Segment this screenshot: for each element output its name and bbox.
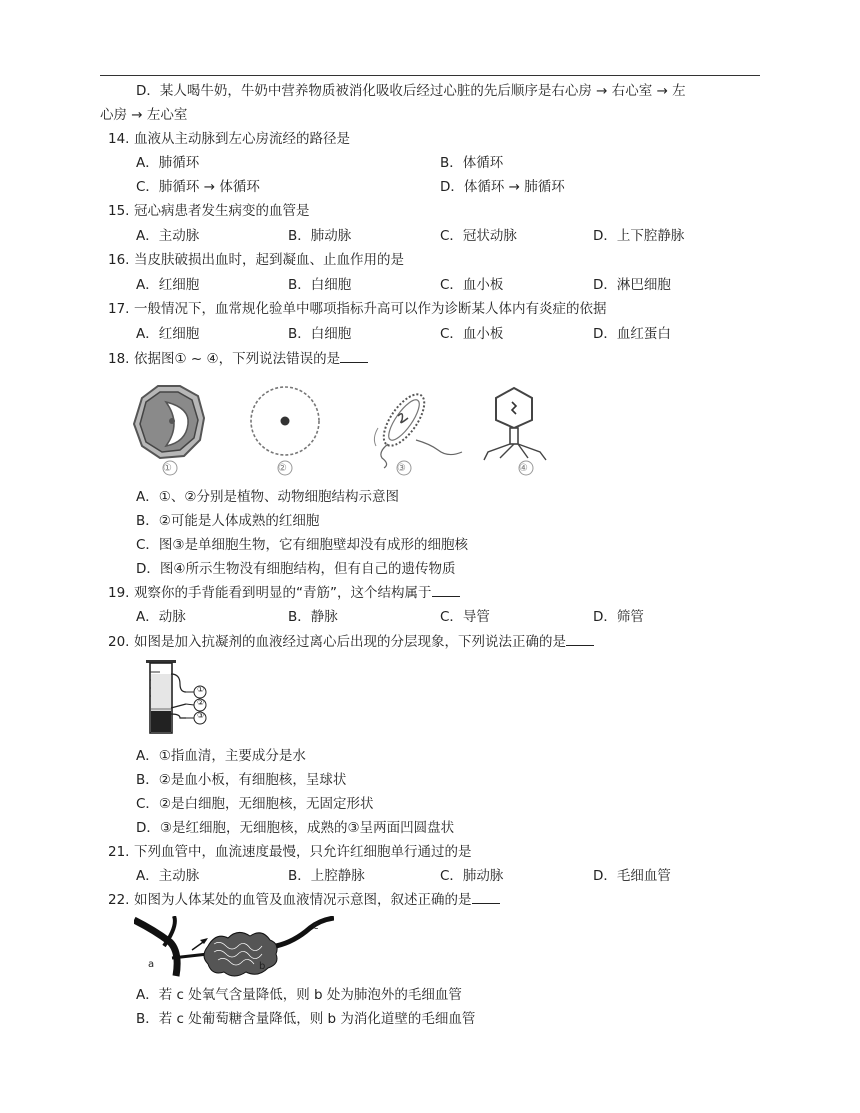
option[interactable]: C．血小板 xyxy=(440,326,504,342)
option[interactable]: B．②可能是人体成熟的红细胞 xyxy=(136,513,320,529)
option-text: D．某人喝牛奶，牛奶中营养物质被消化吸收后经过心脏的先后顺序是右心房 → 右心室 → 左 xyxy=(136,83,686,99)
option[interactable]: A．①、②分别是植物、动物细胞结构示意图 xyxy=(136,489,399,505)
option[interactable]: B．体循环 xyxy=(440,155,504,171)
option[interactable]: C．肺循环 → 体循环 xyxy=(136,179,260,195)
plant-cell-figure xyxy=(134,386,204,458)
option[interactable]: B．上腔静脉 xyxy=(288,868,365,884)
figure-label: a xyxy=(148,959,155,970)
figure-label: ③ xyxy=(397,463,406,474)
option[interactable]: B．白细胞 xyxy=(288,326,352,342)
virus-figure xyxy=(484,388,546,460)
figure-label: b xyxy=(259,961,266,972)
option[interactable]: D．图④所示生物没有细胞结构，但有自己的遗传物质 xyxy=(136,561,456,577)
figure-label: ④ xyxy=(519,463,528,474)
option[interactable]: A．动脉 xyxy=(136,609,186,625)
option[interactable]: D．上下腔静脉 xyxy=(593,228,685,244)
question-17-stem: 17. 一般情况下，血常规化验单中哪项指标升高可以作为诊断某人体内有炎症的依据 xyxy=(108,301,607,317)
header-rule xyxy=(100,75,760,76)
option[interactable]: C．图③是单细胞生物，它有细胞壁却没有成形的细胞核 xyxy=(136,537,469,553)
option[interactable]: D．淋巴细胞 xyxy=(593,277,671,293)
option[interactable]: C．血小板 xyxy=(440,277,504,293)
question-15-stem: 15. 冠心病患者发生病变的血管是 xyxy=(108,203,310,219)
question-21-stem: 21. 下列血管中，血流速度最慢，只允许红细胞单行通过的是 xyxy=(108,844,472,860)
option[interactable]: B．肺动脉 xyxy=(288,228,352,244)
option[interactable]: B．静脉 xyxy=(288,609,338,625)
question-14-stem: 14. 血液从主动脉到左心房流经的路径是 xyxy=(108,131,350,147)
option[interactable]: C．②是白细胞，无细胞核，无固定形状 xyxy=(136,796,374,812)
option[interactable]: D．体循环 → 肺循环 xyxy=(440,179,565,195)
question-20-stem: 20. 如图是加入抗凝剂的血液经过离心后出现的分层现象，下列说法正确的是 xyxy=(108,633,594,651)
question-18-stem: 18. 依据图① ~ ④，下列说法错误的是 xyxy=(108,350,368,368)
option[interactable]: C．肺动脉 xyxy=(440,868,504,884)
answer-blank[interactable] xyxy=(432,584,460,597)
figure-label: ① xyxy=(163,463,172,474)
option[interactable]: D．血红蛋白 xyxy=(593,326,671,342)
figure-label: c xyxy=(313,921,319,932)
answer-blank[interactable] xyxy=(340,350,368,363)
question-19-stem: 19. 观察你的手背能看到明显的“青筋”，这个结构属于 xyxy=(108,584,460,602)
option[interactable]: A．红细胞 xyxy=(136,326,200,342)
bacterium-figure xyxy=(374,388,462,468)
option[interactable]: A．主动脉 xyxy=(136,228,200,244)
option[interactable]: B．若 c 处葡萄糖含量降低，则 b 为消化道壁的毛细血管 xyxy=(136,1011,476,1027)
option[interactable]: A．主动脉 xyxy=(136,868,200,884)
figure-label: ① xyxy=(197,685,205,694)
option-text-continued: 心房 → 左心室 xyxy=(100,107,188,123)
cell-figures xyxy=(128,380,558,476)
figure-label: ② xyxy=(278,463,287,474)
answer-blank[interactable] xyxy=(472,891,500,904)
question-16-stem: 16. 当皮肤破损出血时，起到凝血、止血作用的是 xyxy=(108,252,404,268)
option[interactable]: A．肺循环 xyxy=(136,155,200,171)
figure-label: ③ xyxy=(197,711,205,720)
option[interactable]: C．冠状动脉 xyxy=(440,228,517,244)
figure-label: ② xyxy=(197,698,205,707)
animal-cell-figure xyxy=(251,387,319,455)
question-22-stem: 22. 如图为人体某处的血管及血液情况示意图，叙述正确的是 xyxy=(108,891,500,909)
option[interactable]: A．①指血清，主要成分是水 xyxy=(136,748,306,764)
option[interactable]: B．白细胞 xyxy=(288,277,352,293)
test-tube-figure xyxy=(140,658,220,738)
option[interactable]: A．若 c 处氧气含量降低，则 b 处为肺泡外的毛细血管 xyxy=(136,987,462,1003)
option[interactable]: D．③是红细胞，无细胞核，成熟的③呈两面凹圆盘状 xyxy=(136,820,455,836)
option[interactable]: B．②是血小板，有细胞核，呈球状 xyxy=(136,772,347,788)
answer-blank[interactable] xyxy=(566,633,594,646)
option[interactable]: D．毛细血管 xyxy=(593,868,671,884)
option[interactable]: A．红细胞 xyxy=(136,277,200,293)
capillary-figure xyxy=(134,916,334,978)
option[interactable]: C．导管 xyxy=(440,609,490,625)
option[interactable]: D．筛管 xyxy=(593,609,644,625)
